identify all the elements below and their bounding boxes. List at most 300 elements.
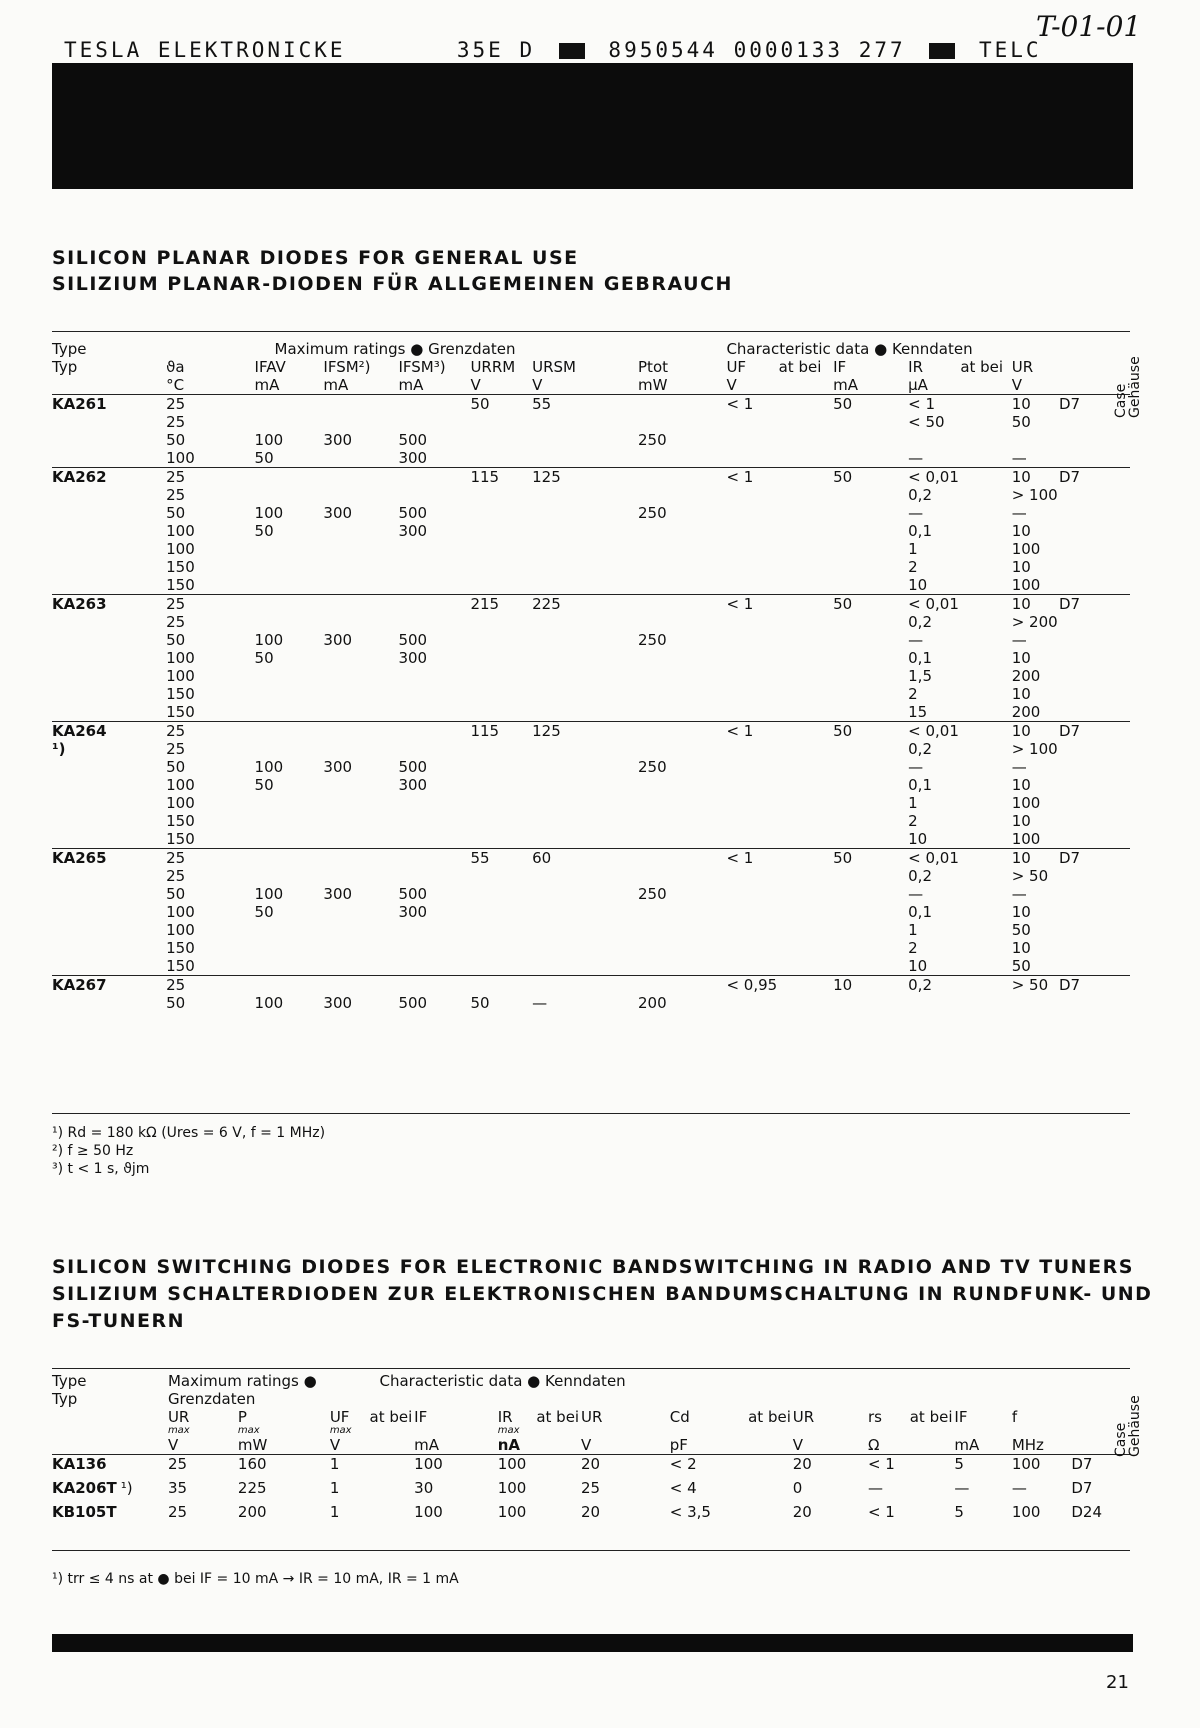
cell: — xyxy=(908,885,924,903)
cell xyxy=(833,558,908,576)
cell: 100 xyxy=(1011,830,1041,848)
t2-colname-text: at bei xyxy=(909,1408,953,1426)
table-row xyxy=(52,740,1130,758)
footnote-1: ¹) Rd = 180 kΩ (Ures = 6 V, f = 1 MHz) xyxy=(52,1125,326,1141)
cell: 50 xyxy=(166,758,186,776)
cell xyxy=(779,395,833,414)
cell: 10 xyxy=(908,957,928,975)
t1-colname-0: ϑa xyxy=(166,358,185,376)
cell xyxy=(833,540,908,558)
cell: 50 xyxy=(833,849,908,868)
cell: 50 xyxy=(833,468,908,487)
cell xyxy=(833,431,908,449)
t2-unit-11: Ω xyxy=(867,1436,880,1454)
t2-colname-text: IF xyxy=(414,1408,428,1426)
cell: 250 xyxy=(638,885,667,903)
cell xyxy=(833,957,908,976)
cell xyxy=(470,667,532,685)
cell: 5 xyxy=(954,1503,964,1521)
cell xyxy=(833,740,908,758)
cell: — xyxy=(1011,449,1027,467)
cell: — xyxy=(954,1479,970,1497)
cell xyxy=(910,1503,955,1527)
t1-colname-12: UR xyxy=(1011,358,1034,376)
row-case xyxy=(1059,504,1130,522)
cell xyxy=(960,722,1011,741)
cell: > 50 xyxy=(1011,867,1049,885)
t1-colname-5: URSM xyxy=(532,358,576,376)
t1-unit-11 xyxy=(960,376,1011,395)
row-case xyxy=(1059,957,1130,976)
cell: 1,5 xyxy=(908,667,932,685)
cell: 300 xyxy=(323,885,353,903)
row-type xyxy=(52,994,166,1012)
cell: > 200 xyxy=(1011,613,1058,631)
cell xyxy=(532,631,638,649)
t2-unit-10: V xyxy=(792,1436,804,1454)
cell xyxy=(532,794,638,812)
cell xyxy=(726,740,778,758)
cell: 100 xyxy=(254,994,284,1012)
cell xyxy=(532,558,638,576)
row-type xyxy=(52,921,166,939)
cell: 150 xyxy=(166,576,195,594)
cell xyxy=(638,486,726,504)
cell: 500 xyxy=(398,431,428,449)
cell: 150 xyxy=(166,558,195,576)
t2-colname-3 xyxy=(370,1408,415,1436)
row-type xyxy=(52,413,166,431)
cell xyxy=(726,576,778,595)
cell xyxy=(255,595,324,614)
cell: 25 xyxy=(166,867,186,885)
cell xyxy=(638,558,726,576)
cell xyxy=(323,957,398,976)
cell xyxy=(255,576,324,595)
cell: — xyxy=(532,994,548,1012)
t2-unit-4: mA xyxy=(414,1436,440,1454)
row-case xyxy=(1059,685,1130,703)
cell xyxy=(833,994,908,1012)
cell: 2 xyxy=(908,812,918,830)
cell: 10 xyxy=(1012,395,1059,414)
cell xyxy=(536,1503,581,1527)
cell: 10 xyxy=(1011,812,1031,830)
cell xyxy=(638,957,726,976)
table-row xyxy=(52,540,1130,558)
row-case xyxy=(1059,830,1130,849)
cell: 150 xyxy=(166,957,195,975)
cell xyxy=(255,957,324,976)
cell xyxy=(779,885,833,903)
cell: 1 xyxy=(329,1503,340,1521)
cell xyxy=(748,1479,793,1503)
cell xyxy=(255,867,324,885)
cell xyxy=(1012,994,1059,1012)
cell xyxy=(323,667,398,685)
cell xyxy=(833,613,908,631)
t2-colname-sub: max xyxy=(329,1425,352,1436)
cell: 50 xyxy=(1011,413,1031,431)
row-type xyxy=(52,830,166,849)
table-row xyxy=(52,703,1130,722)
cell: 100 xyxy=(1012,1455,1072,1480)
cell xyxy=(726,903,778,921)
cell xyxy=(779,558,833,576)
table-row xyxy=(52,794,1130,812)
cell: 100 xyxy=(254,885,284,903)
typ-label-2: Typ xyxy=(52,1390,78,1408)
cell xyxy=(726,449,778,468)
t2-colname-text: IR xyxy=(497,1408,513,1426)
cell xyxy=(398,703,470,722)
cell: — xyxy=(1011,885,1027,903)
t1-unit-8 xyxy=(779,376,833,395)
cell xyxy=(726,486,778,504)
char-data-label: Characteristic data ● Kenndaten xyxy=(726,340,973,358)
cell: 250 xyxy=(638,431,667,449)
row-case xyxy=(1059,812,1130,830)
cell xyxy=(748,1455,793,1480)
table-row xyxy=(52,994,1130,1012)
cell: 100 xyxy=(498,1455,537,1480)
cell: < 3,5 xyxy=(669,1503,711,1521)
cell xyxy=(398,595,470,614)
row-type xyxy=(52,649,166,667)
t2-colname-2 xyxy=(330,1408,370,1436)
cell xyxy=(638,849,726,868)
row-type xyxy=(52,504,166,522)
t2-colname-text: rs xyxy=(867,1408,882,1426)
cell: 0 xyxy=(792,1479,803,1497)
cell xyxy=(833,885,908,903)
cell xyxy=(255,722,324,741)
cell: 150 xyxy=(166,939,195,957)
cell: > 100 xyxy=(1011,740,1058,758)
cell xyxy=(726,667,778,685)
t2-unit-7: V xyxy=(581,1436,592,1454)
section2-title-de1: SILIZIUM SCHALTERDIODEN ZUR ELEKTRONISCHEN BANDUMSCHALTUNG IN RUNDFUNK- UND xyxy=(52,1283,1153,1305)
cell xyxy=(323,830,398,849)
cell xyxy=(470,812,532,830)
cell: 100 xyxy=(497,1479,527,1497)
cell xyxy=(323,976,398,995)
t2-unit-12 xyxy=(910,1436,955,1455)
cell xyxy=(960,758,1011,776)
row-case: D24 xyxy=(1071,1503,1102,1521)
cell: 25 xyxy=(166,613,186,631)
cell xyxy=(398,830,470,849)
cell xyxy=(532,413,638,431)
t2-colname-5 xyxy=(498,1408,537,1436)
cell: 50 xyxy=(166,431,186,449)
t1-colname-10: IR xyxy=(908,358,923,376)
row-case xyxy=(1059,921,1130,939)
cell xyxy=(779,413,833,431)
cell xyxy=(833,522,908,540)
table1-bottom-rule xyxy=(52,1113,1130,1114)
handwritten-note: T-01-01 xyxy=(1036,10,1142,43)
table-row xyxy=(52,921,1130,939)
cell xyxy=(726,758,778,776)
cell xyxy=(532,649,638,667)
cell xyxy=(323,486,398,504)
cell: 50 xyxy=(166,504,186,522)
cell xyxy=(323,722,398,741)
cell: 0,2 xyxy=(908,740,932,758)
cell: 100 xyxy=(254,758,284,776)
row-case: D7 xyxy=(1059,976,1130,995)
cell xyxy=(470,867,532,885)
cell xyxy=(960,540,1011,558)
cell: < 1 xyxy=(868,1455,910,1480)
row-case xyxy=(1059,649,1130,667)
cell xyxy=(833,504,908,522)
t2-colname-text: UR xyxy=(581,1408,603,1426)
cell: 1 xyxy=(908,794,918,812)
row-type-name: KA136 xyxy=(52,1455,107,1473)
cell: 20 xyxy=(581,1503,601,1521)
cell: — xyxy=(867,1479,883,1497)
cell xyxy=(398,957,470,976)
cell xyxy=(532,576,638,595)
cell xyxy=(470,631,532,649)
cell xyxy=(532,703,638,722)
row-type xyxy=(52,613,166,631)
cell xyxy=(960,595,1011,614)
cell xyxy=(960,921,1011,939)
table-row xyxy=(52,867,1130,885)
cell: — xyxy=(908,449,924,467)
cell: 500 xyxy=(398,758,428,776)
cell xyxy=(255,613,324,631)
cell xyxy=(323,558,398,576)
cell: < 50 xyxy=(908,413,945,431)
row-case xyxy=(1059,867,1130,885)
table-row xyxy=(52,830,1130,849)
cell xyxy=(726,867,778,885)
cell: — xyxy=(908,758,924,776)
row-type xyxy=(52,685,166,703)
cell xyxy=(536,1479,581,1503)
t2-colname-10 xyxy=(793,1408,868,1436)
cell xyxy=(910,1455,955,1480)
cell: 100 xyxy=(166,776,195,794)
cell xyxy=(779,449,833,468)
t2-unit-9 xyxy=(748,1436,793,1455)
cell xyxy=(532,812,638,830)
cell: 10 xyxy=(833,976,908,995)
cell: 115 xyxy=(470,468,532,487)
t2-colname-text: at bei xyxy=(369,1408,413,1426)
switching-diodes-table xyxy=(52,1372,1130,1527)
cell: 100 xyxy=(166,794,195,812)
cell xyxy=(532,449,638,468)
section1-title-de: SILIZIUM PLANAR-DIODEN FÜR ALLGEMEINEN GEBRAUCH xyxy=(52,273,733,295)
cell: 0,1 xyxy=(908,776,932,794)
cell xyxy=(779,486,833,504)
cell: 25 xyxy=(166,722,254,741)
cell xyxy=(255,558,324,576)
cell xyxy=(960,395,1011,414)
cell xyxy=(398,413,470,431)
cell: > 50 xyxy=(1012,976,1059,995)
cell xyxy=(779,794,833,812)
table-row xyxy=(52,595,1130,614)
table-row xyxy=(52,722,1130,741)
cell xyxy=(960,486,1011,504)
cell xyxy=(532,776,638,794)
cell xyxy=(779,903,833,921)
row-type xyxy=(52,667,166,685)
cell xyxy=(779,957,833,976)
cell xyxy=(779,849,833,868)
typ-label: Typ xyxy=(52,358,78,376)
cell xyxy=(323,649,398,667)
table-row xyxy=(52,685,1130,703)
header-code1: 35E D xyxy=(456,38,536,62)
cell: 20 xyxy=(581,1455,670,1480)
cell xyxy=(255,468,324,487)
row-type xyxy=(52,576,166,595)
cell xyxy=(398,812,470,830)
cell xyxy=(255,395,324,414)
t2-unit-2: V xyxy=(329,1436,341,1454)
row-case: D7 xyxy=(1059,849,1130,868)
cell: 100 xyxy=(414,1455,498,1480)
cell: 200 xyxy=(638,994,667,1012)
cell: 300 xyxy=(323,631,353,649)
row-type xyxy=(52,812,166,830)
footer-black-band xyxy=(52,1634,1133,1652)
cell: 200 xyxy=(1011,667,1041,685)
cell xyxy=(779,595,833,614)
grenzdaten-label: Grenzdaten xyxy=(167,1390,256,1408)
row-case xyxy=(1059,794,1130,812)
cell: 0,2 xyxy=(908,486,932,504)
cell xyxy=(532,867,638,885)
row-case xyxy=(1059,885,1130,903)
row-case xyxy=(1059,994,1130,1012)
cell xyxy=(833,449,908,468)
cell xyxy=(779,758,833,776)
cell: 300 xyxy=(398,776,428,794)
cell xyxy=(470,649,532,667)
row-case xyxy=(1059,758,1130,776)
cell xyxy=(398,722,470,741)
t1-colname-7: UF xyxy=(726,358,747,376)
cell: 100 xyxy=(1011,794,1041,812)
row-type xyxy=(52,776,166,794)
cell xyxy=(726,431,778,449)
cell xyxy=(398,468,470,487)
cell: 10 xyxy=(1011,776,1031,794)
row-case: D7 xyxy=(1059,395,1130,414)
t1-colname-11: at bei xyxy=(960,358,1004,376)
table-row xyxy=(52,449,1130,468)
cell: 100 xyxy=(166,540,195,558)
t1-colname-4: URRM xyxy=(470,358,516,376)
cell: 115 xyxy=(470,722,532,741)
row-type: KA261 xyxy=(52,395,166,414)
cell: 50 xyxy=(254,776,274,794)
cell xyxy=(960,849,1011,868)
table1-header xyxy=(52,340,1130,395)
t2-unit-6 xyxy=(536,1436,581,1455)
cell: 50 xyxy=(833,395,908,414)
cell: 100 xyxy=(166,649,195,667)
cell xyxy=(398,740,470,758)
cell xyxy=(536,1455,581,1480)
row-type xyxy=(52,486,166,504)
t2-colname-text: UR xyxy=(167,1408,190,1426)
t2-unit-3 xyxy=(370,1436,415,1455)
cell xyxy=(323,903,398,921)
cell xyxy=(779,722,833,741)
table-row xyxy=(52,522,1130,540)
cell xyxy=(638,921,726,939)
cell xyxy=(960,413,1011,431)
cell: 50 xyxy=(833,722,908,741)
cell: < 1 xyxy=(867,1503,895,1521)
cell xyxy=(638,722,726,741)
cell xyxy=(638,903,726,921)
cell xyxy=(960,703,1011,722)
cell xyxy=(960,431,1011,449)
cell xyxy=(638,867,726,885)
cell: 215 xyxy=(470,595,532,614)
t2-colname-text: IF xyxy=(954,1408,968,1426)
cell: 10 xyxy=(908,576,928,594)
cell: 25 xyxy=(167,1503,188,1521)
cell xyxy=(833,921,908,939)
cell xyxy=(532,685,638,703)
table-row xyxy=(52,558,1130,576)
black-square-icon xyxy=(559,43,585,59)
cell xyxy=(726,939,778,957)
cell: — xyxy=(908,631,924,649)
t1-unit-2: mA xyxy=(323,376,349,394)
header-code2: 8950544 0000133 277 xyxy=(608,38,906,62)
cell xyxy=(323,395,398,414)
cell xyxy=(960,903,1011,921)
cell: 10 xyxy=(1012,468,1059,487)
cell xyxy=(960,649,1011,667)
row-type xyxy=(52,758,166,776)
cell xyxy=(960,994,1011,1012)
cell: 0,1 xyxy=(908,522,932,540)
t2-colname-text: P xyxy=(237,1408,247,1426)
cell xyxy=(470,431,532,449)
cell xyxy=(960,576,1011,595)
cell xyxy=(726,994,778,1012)
cell xyxy=(833,685,908,703)
cell: 150 xyxy=(166,685,195,703)
cell: 55 xyxy=(532,395,638,414)
cell xyxy=(638,939,726,957)
cell xyxy=(398,976,470,995)
row-type xyxy=(52,703,166,722)
row-type xyxy=(52,449,166,468)
cell xyxy=(255,976,324,995)
cell xyxy=(398,558,470,576)
cell xyxy=(726,504,778,522)
cell: < 1 xyxy=(908,395,960,414)
cell xyxy=(833,939,908,957)
t2-unit-14: MHz xyxy=(1011,1436,1044,1454)
t1-colname-8: at bei xyxy=(778,358,822,376)
t1-unit-10: µA xyxy=(908,376,928,394)
